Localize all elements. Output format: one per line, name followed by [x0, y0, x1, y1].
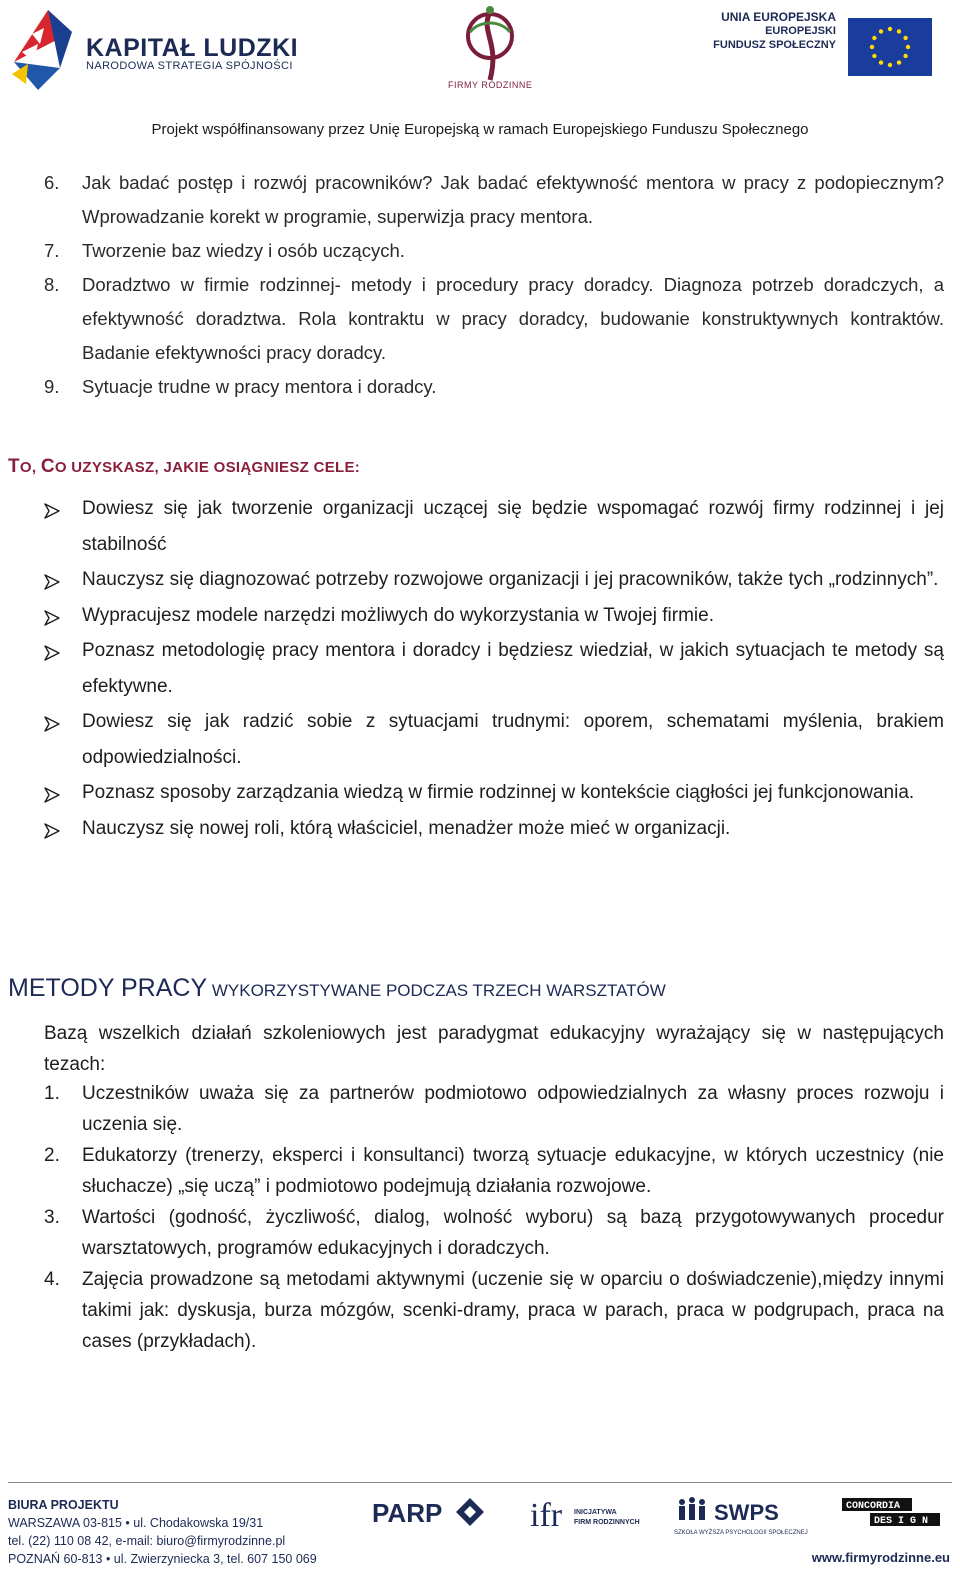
office-poznan: POZNAŃ 60-813 • ul. Zwierzyniecka 3, tel. 607 150 069	[8, 1552, 317, 1566]
eu-star	[888, 27, 892, 31]
goal-bullet-item	[44, 811, 944, 847]
workshop-topics-list	[44, 166, 944, 404]
eu-line-1: UNIA EUROPEJSKA	[721, 10, 836, 24]
goal-bullet-text: Dowiesz się jak tworzenie organizacji uczącej się będzie wspomagać rozwój firmy rodzinnej i jej stabilność	[82, 498, 944, 555]
parp-logo-text: PARP	[372, 1498, 443, 1528]
eu-star	[888, 63, 892, 67]
arrow-bullet-icon	[44, 610, 60, 626]
goals-title-o: O,	[19, 459, 41, 476]
topic-list-item	[44, 166, 944, 234]
goals-section-title	[8, 456, 360, 478]
concordia-text-1: CONCORDIA	[846, 1501, 901, 1512]
eu-line-3: FUNDUSZ SPOŁECZNY	[713, 39, 836, 51]
list-item-text: Doradztwo w firmie rodzinnej- metody i procedury pracy doradcy. Diagnoza potrzeb doradczych, a efektywność doradztwa. Rola kontraktu w pracy doradcy, budowanie konstruktywnych kontraktów. Badanie efektywności pracy doradcy.	[82, 274, 944, 363]
office-contact: tel. (22) 110 08 42, e-mail: biuro@firmyrodzinne.pl	[8, 1534, 286, 1548]
list-item-text: Wartości (godność, życzliwość, dialog, wolność wyboru) są bazą przygotowywanych procedur warsztatowych, programów edukacyjnych i doradczych.	[82, 1207, 944, 1259]
goal-bullet-text: Nauczysz się diagnozować potrzeby rozwojowe organizacji i jej pracowników, także tych „rodzinnych”.	[82, 569, 939, 590]
arrow-bullet-icon	[44, 787, 60, 803]
methods-title-main: METODY PRACY	[8, 974, 208, 1002]
goal-bullet-item	[44, 704, 944, 775]
eu-star	[870, 45, 874, 49]
offices-heading: BIURA PROJEKTU	[8, 1498, 119, 1512]
list-item-number: 7.	[44, 240, 60, 261]
project-tagline: Projekt współfinansowany przez Unię Europejską w ramach Europejskiego Funduszu Społecznego	[151, 121, 809, 138]
goals-title-t: T	[8, 456, 20, 477]
swps-logo	[672, 1494, 812, 1542]
concordia-logo-icon	[842, 1498, 942, 1528]
footer-divider	[8, 1482, 952, 1483]
list-item-text: Sytuacje trudne w pracy mentora i doradcy.	[82, 376, 437, 397]
list-item-text: Edukatorzy (trenerzy, eksperci i konsultanci) tworzą sytuacje edukacyjne, w których uczestnicy (nie słuchacze) „się uczą” i podmiotowo podejmują działania rozwojowe.	[82, 1145, 944, 1197]
topic-list-item	[44, 370, 944, 404]
arrow-bullet-icon	[44, 823, 60, 839]
firmy-rodzinne-label: FIRMY RODZINNE	[448, 80, 533, 90]
ifr-logo-icon	[530, 1494, 650, 1536]
office-warsaw: WARSZAWA 03-815 • ul. Chodakowska 19/31	[8, 1516, 264, 1530]
methods-title-sub: WYKORZYSTYWANE PODCZAS TRZECH WARSZTATÓW	[207, 981, 666, 1000]
goal-bullet-text: Poznasz sposoby zarządzania wiedzą w firmie rodzinnej w kontekście ciągłości jej funkcjonowania.	[82, 782, 915, 803]
topic-list-item	[44, 234, 944, 268]
eu-star	[872, 36, 876, 40]
list-item-text: Zajęcia prowadzone są metodami aktywnymi (uczenie się w oparciu o doświadczenie),między innymi takimi jak: dyskusja, burza mózgów, scenki-dramy, praca w parach, praca w podgrupach, praca na cases (przykładach).	[82, 1269, 944, 1352]
arrow-bullet-icon	[44, 574, 60, 590]
eu-label	[700, 10, 836, 52]
eu-line-2: EUROPEJSKI	[765, 25, 836, 37]
eu-star	[872, 54, 876, 58]
list-item-text: Uczestników uważa się za partnerów podmiotowo odpowiedzialnych za własny proces rozwoju i uczenia się.	[82, 1083, 944, 1135]
eu-star	[906, 45, 910, 49]
eu-star	[879, 60, 883, 64]
firmy-rodzinne-emblem-icon	[440, 2, 540, 82]
ifr-logo	[530, 1494, 650, 1536]
kapital-ludzki-subtitle: NARODOWA STRATEGIA SPÓJNOŚCI	[86, 60, 293, 72]
thesis-list-item	[44, 1140, 944, 1202]
concordia-logo	[842, 1498, 942, 1528]
methods-intro: Bazą wszelkich działań szkoleniowych jest paradygmat edukacyjny wyrażający się w następujących tezach:	[44, 1023, 944, 1075]
goals-title-rest: O UZYSKASZ, JAKIE OSIĄGNIESZ CELE:	[54, 459, 361, 476]
page-header	[0, 0, 960, 150]
eu-star	[879, 29, 883, 33]
parp-logo-icon	[372, 1492, 492, 1534]
kapital-ludzki-emblem-icon	[8, 4, 88, 94]
eu-star	[903, 54, 907, 58]
list-item-number: 9.	[44, 376, 60, 397]
eu-flag-icon	[848, 18, 932, 76]
methods-theses-list	[44, 1078, 944, 1357]
list-item-number: 1.	[44, 1083, 60, 1104]
concordia-text-2: DES I G N	[874, 1516, 929, 1527]
list-item-text: Jak badać postęp i rozwój pracowników? Jak badać efektywność mentora w pracy z podopiecznym? Wprowadzanie korekt w programie, superwizja pracy mentora.	[82, 172, 944, 227]
list-item-number: 3.	[44, 1207, 60, 1228]
page-footer	[0, 1468, 960, 1588]
parp-logo	[372, 1492, 492, 1534]
goals-bullet-list	[44, 491, 944, 846]
list-item-number: 4.	[44, 1269, 60, 1290]
eu-star	[897, 29, 901, 33]
list-item-number: 8.	[44, 274, 60, 295]
project-offices-address	[8, 1496, 317, 1568]
goal-bullet-item	[44, 775, 944, 811]
arrow-bullet-icon	[44, 645, 60, 661]
goal-bullet-text: Dowiesz się jak radzić sobie z sytuacjami trudnymi: oporem, schematami myślenia, brakiem odpowiedzialności.	[82, 711, 944, 768]
eu-star	[897, 60, 901, 64]
kapital-ludzki-title: KAPITAŁ LUDZKI	[86, 34, 299, 62]
topic-list-item	[44, 268, 944, 370]
goal-bullet-text: Poznasz metodologię pracy mentora i doradcy i będziesz wiedział, w jakich sytuacjach te metody są efektywne.	[82, 640, 944, 697]
swps-logo-icon	[672, 1494, 812, 1542]
thesis-list-item	[44, 1202, 944, 1264]
swps-sub: SZKOŁA WYŻSZA PSYCHOLOGII SPOŁECZNEJ	[674, 1530, 808, 1536]
ifr-logo-text: ifr	[530, 1497, 563, 1534]
goals-title-c: C	[40, 456, 55, 477]
arrow-bullet-icon	[44, 716, 60, 732]
ifr-sub-1: INICJATYWA	[574, 1509, 617, 1516]
list-item-text: Tworzenie baz wiedzy i osób uczących.	[82, 240, 405, 261]
list-item-number: 6.	[44, 172, 60, 193]
goal-bullet-item	[44, 562, 944, 598]
list-item-number: 2.	[44, 1145, 60, 1166]
goal-bullet-item	[44, 598, 944, 634]
goal-bullet-item	[44, 633, 944, 704]
swps-logo-text: SWPS	[714, 1500, 779, 1525]
eu-star	[903, 36, 907, 40]
website-link[interactable]: www.firmyrodzinne.eu	[811, 1550, 950, 1565]
ifr-sub-2: FIRM RODZINNYCH	[574, 1519, 640, 1526]
goal-bullet-item	[44, 491, 944, 562]
arrow-bullet-icon	[44, 503, 60, 519]
thesis-list-item	[44, 1264, 944, 1357]
goal-bullet-text: Nauczysz się nowej roli, którą właściciel, menadżer może mieć w organizacji.	[82, 817, 731, 839]
methods-section-title	[8, 974, 666, 1003]
thesis-list-item	[44, 1078, 944, 1140]
goal-bullet-text: Wypracujesz modele narzędzi możliwych do wykorzystania w Twojej firmie.	[82, 604, 714, 626]
